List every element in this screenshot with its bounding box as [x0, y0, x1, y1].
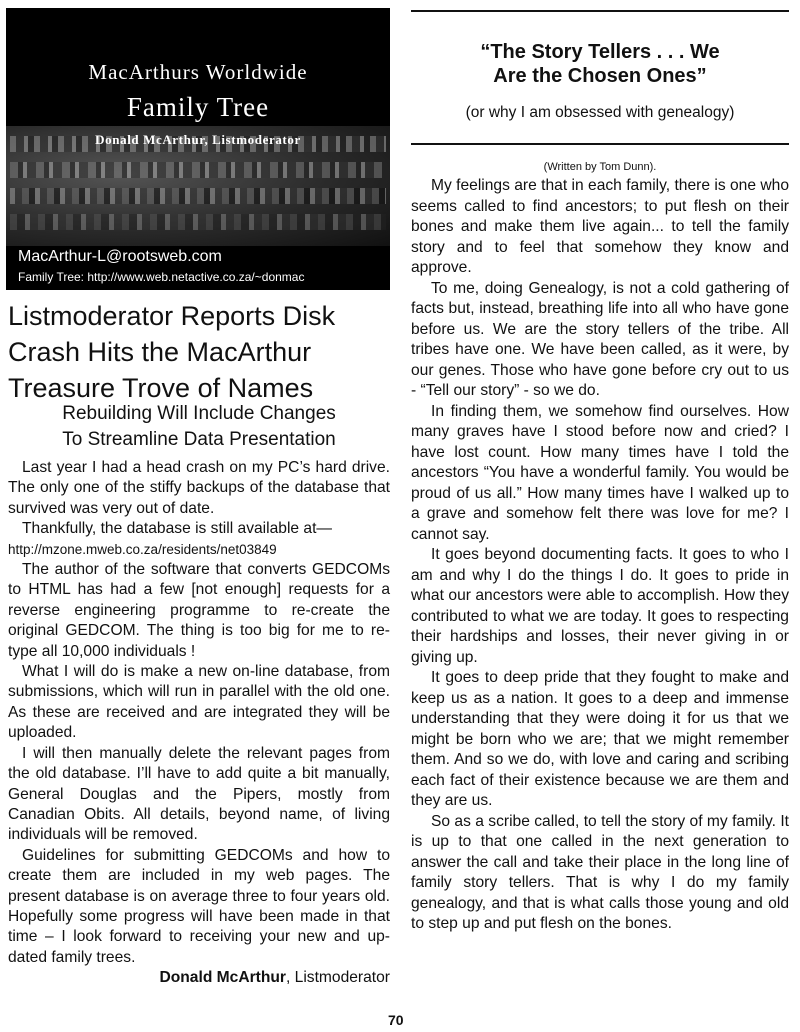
banner-family-tree-url: Family Tree: http://www.web.netactive.co.za/~donmac — [18, 270, 305, 284]
left-signature — [8, 968, 390, 988]
right-paragraph: So as a scribe called, to tell the story of my family. It is up to that one called in the next generation to answer the call and take their place in the long line of family story tellers. That is why I do my family genealogy, and that is what calls those young and old to step up and put flesh on the bones. — [411, 812, 789, 932]
right-title-line1: “The Story Tellers . . . We — [480, 41, 720, 63]
signature-name: Donald McArthur — [159, 969, 286, 987]
subheadline-line1: Rebuilding Will Include Changes — [62, 403, 336, 424]
left-subheadline — [8, 401, 390, 453]
banner-email: MacArthur-L@rootsweb.com — [18, 248, 222, 265]
right-title-line2: Are the Chosen Ones” — [493, 65, 707, 87]
right-paragraph: It goes to deep pride that they fought to make and keep us as a nation. It goes to a deep and immense understanding that they were doing it for us that we might be born who we are; that we might remember them. And so we do, with love and caring and scribing each fact of their existence because we are them and they are us. — [411, 669, 789, 809]
left-paragraph: Guidelines for submitting GEDCOMs and how to create them are included in my web pages. The present database is on average three to four years old. Hopefully some progress will have been made in that time – I look forward to receiving your new and up-dated family trees. — [8, 846, 390, 966]
banner-image — [6, 8, 390, 290]
right-paragraph: My feelings are that in each family, there is one who seems called to find ancestors; to put flesh on their bones and make them live again... to tell the family story and to feel that somehow they know and approve. — [411, 177, 789, 276]
right-article-body — [411, 176, 789, 935]
right-paragraph: To me, doing Genealogy, is not a cold gathering of facts but, instead, breathing life into all who have gone before us. We are the story tellers of the tribe. All tribes have one. We have been called, as it were, by our genes. Those who have gone before cry out to us - “Tell our story” - so we do. — [411, 279, 789, 399]
left-paragraph: The author of the software that converts GEDCOMs to HTML has had a few [not enough] requests for a reverse engineering programme to re-create the original GEDCOM. The thing is too big for me to re-type all 10,000 individuals ! — [8, 561, 390, 660]
right-title — [411, 40, 789, 88]
left-headline: Listmoderator Reports Disk Crash Hits the MacArthur Treasure Trove of Names — [8, 301, 336, 403]
banner-title-line2: Family Tree — [126, 92, 270, 122]
left-paragraph: Last year I had a head crash on my PC’s hard drive. The only one of the stiffy backups of the database that survived was very out of date. — [8, 459, 390, 517]
mid-rule — [411, 143, 789, 145]
banner-moderator-line: Donald McArthur, Listmoderator — [95, 132, 301, 147]
right-paragraph: It goes beyond documenting facts. It goes to who I am and why I do the things I do. It goes to pride in what our ancestors were able to accomplish. How they contributed to what we are today. It goes to respecting their hardships and losses, their never giving in or giving up. — [411, 546, 789, 666]
right-subtitle: (or why I am obsessed with genealogy) — [465, 104, 735, 121]
top-rule — [411, 10, 789, 12]
left-paragraph: I will then manually delete the relevant pages from the old database. I’ll have to add quite a bit manually, General Douglas and the Pipers, mostly from Canadian Obits. All details, beyond name, of living individuals will be removed. — [8, 744, 390, 844]
right-paragraph: In finding them, we somehow find ourselves. How many graves have I stood before now and cried? I have lost count. How many times have I told the ancestors “You have a wonderful family. You would be proud of us all.” How many times have I walked up to a grave and somehow felt there was love for me? I cannot say. — [411, 402, 789, 543]
left-paragraph: What I will do is make a new on-line database, from submissions, which will run in parallel with the old one. As these are received and are integrated they will be uploaded. — [8, 663, 390, 742]
database-url: http://mzone.mweb.co.za/residents/net03849 — [8, 541, 277, 557]
page-number: 70 — [388, 1012, 404, 1028]
byline: (Written by Tom Dunn). — [543, 161, 657, 173]
left-article-body — [8, 458, 390, 989]
signature-role: , Listmoderator — [285, 969, 390, 987]
left-paragraph: Thankfully, the database is still available at— — [22, 520, 333, 538]
banner-title-line1: MacArthurs Worldwide — [88, 60, 308, 84]
subheadline-line2: To Streamline Data Presentation — [62, 429, 336, 450]
